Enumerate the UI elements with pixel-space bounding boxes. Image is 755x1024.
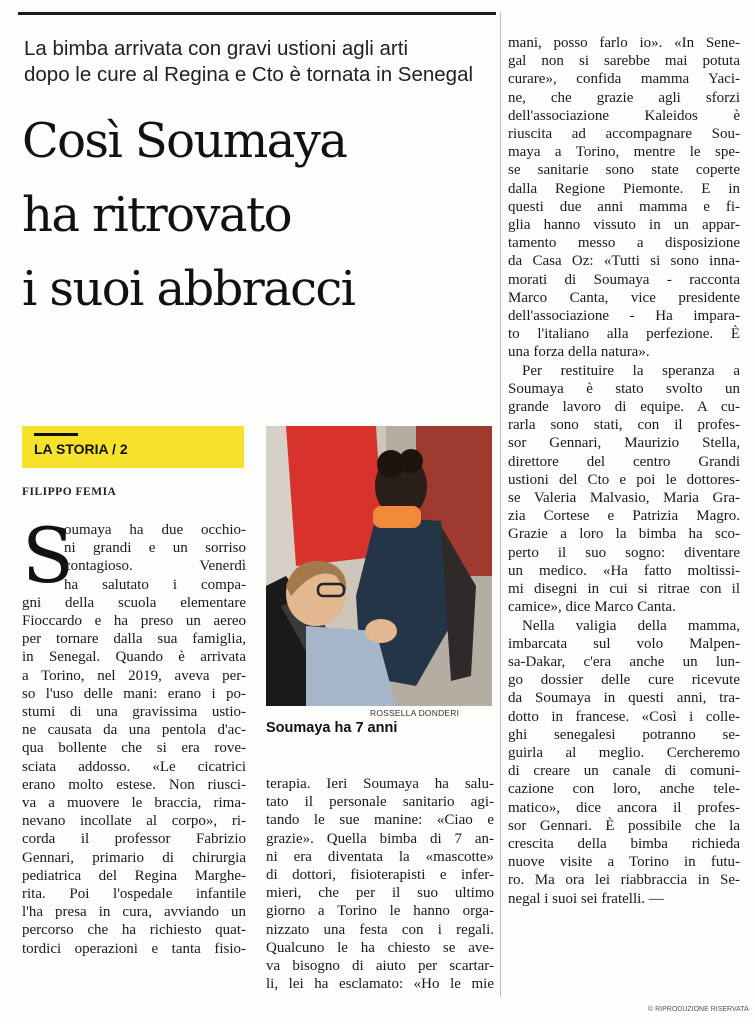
text-line: stumi di una gravissima ustio- <box>22 704 246 721</box>
text-line: se Valeria Malvasio, Maria Gra- <box>508 490 740 507</box>
text-line: tando le sue manine: «Ciao e <box>266 812 494 829</box>
text-line: direttore del centro Grandi <box>508 453 740 470</box>
byline: FILIPPO FEMIA <box>22 486 117 498</box>
text-line: Per restituire la speranza a <box>522 362 740 379</box>
text-line: perto il suo sogno: diventare <box>508 544 740 561</box>
text-line: pediatrica del Regina Marghe- <box>22 867 246 884</box>
text-line: dotto in francese. «Così i colle- <box>508 708 740 725</box>
headline-line: Così Soumaya <box>22 113 347 169</box>
tag-label: LA STORIA / 2 <box>34 441 128 457</box>
text-line: grazie». Quella bimba di 7 an- <box>266 830 494 847</box>
text-line: oumaya ha due occhio- <box>64 522 246 538</box>
text-line: in Senegal. Quando è arrivata <box>22 649 246 666</box>
text-line: da Casa Oz: «Tutti si sono inna- <box>508 253 740 270</box>
text-line: Marco Canta, vice presidente <box>508 289 740 306</box>
text-line: corda il professor Fabrizio <box>22 831 246 848</box>
text-line: dell'associazione - Ha impara- <box>508 308 740 325</box>
text-line: giorno a Torino le hanno orga- <box>266 903 494 920</box>
text-line: rita. Poi l'ospedale infantile <box>22 886 246 903</box>
text-line: rarla sono stati, con il profes- <box>508 417 740 434</box>
text-line: percorso che ha richiesto quat- <box>22 922 246 939</box>
text-line: Soumaya è stato svolto un <box>508 380 740 397</box>
text-line: va a muovere le braccia, rima- <box>22 795 246 812</box>
photo-credit: ROSSELLA DONDERI <box>370 708 460 718</box>
photo-caption: Soumaya ha 7 anni <box>266 720 398 736</box>
text-line: per tornare dalla sua famiglia, <box>22 631 246 648</box>
text-line: ghi senegalesi potranno se- <box>508 726 740 743</box>
text-line: gni della scuola elementare <box>22 594 246 611</box>
text-line: una forza della natura». <box>508 344 650 361</box>
text-line: sor Gennari. È possibile che la <box>508 817 740 834</box>
text-line: morati di Soumaya - racconta <box>508 271 740 288</box>
text-line: ni grandi e un sorriso <box>64 540 246 557</box>
text-line: sor Gennari, Maurizio Stella, <box>508 435 740 452</box>
text-line: Qualcuno le ha chiesto se ave- <box>266 939 494 956</box>
text-line: terapia. Ieri Soumaya ha salu- <box>266 776 494 792</box>
text-line: glia hanno vissuto in un appar- <box>508 217 740 234</box>
text-line: ne, che grazie agli sforzi <box>508 89 740 106</box>
text-line: a Torino, nel 2019, aveva per- <box>22 667 246 684</box>
text-line: gal non si sarebbe mai potuta <box>508 53 740 70</box>
text-line: da Soumaya in questi anni, tra- <box>508 690 740 707</box>
kicker-line: La bimba arrivata con gravi ustioni agli arti <box>24 37 408 60</box>
text-line: tamento messo a disposizione <box>508 235 740 252</box>
text-line: di creare un canale di comuni- <box>508 763 740 780</box>
text-line: questi due anni mamma e fi- <box>508 198 740 215</box>
text-line: va bisogno di aiuto per scartar- <box>266 958 494 975</box>
text-line: riuscita ad accompagnare Sou- <box>508 126 740 143</box>
drop-cap: S <box>22 511 75 600</box>
text-line: li, lei ha esclamato: «Ho le mie <box>266 976 494 993</box>
text-line: ne causata da una pentola d'ac- <box>22 722 246 739</box>
headline <box>22 104 500 326</box>
headline-line: i suoi abbracci <box>22 261 355 317</box>
text-line: so l'uso delle mani: erano i po- <box>22 685 246 702</box>
text-line: crescita della bimba richieda <box>508 835 740 852</box>
text-line: erano molto estese. Non riusci- <box>22 776 246 793</box>
text-line: dell'associazione Kaleidos è <box>508 107 740 124</box>
text-line: ha salutato i compa- <box>64 576 246 593</box>
text-line: to l'italiano alla perfezione. È <box>508 326 740 343</box>
column-divider <box>500 12 501 997</box>
text-line: zia Cortese e Patrizia Magro. <box>508 508 740 525</box>
headline-line: ha ritrovato <box>22 187 291 243</box>
text-line: Gennari, primario di chirurgia <box>22 849 246 866</box>
text-line: ro. Ma ora lei riabbraccia in Se- <box>508 872 740 889</box>
text-line: ustioni del Cto e poi le dottores- <box>508 471 740 488</box>
text-line: l'ha presa in cura, avviando un <box>22 904 246 921</box>
text-line: guirla al meglio. Cercheremo <box>508 744 740 761</box>
text-line: contagioso. Venerdì <box>64 558 246 575</box>
text-line: cazione con loro, anche tele- <box>508 781 740 798</box>
text-line: imbarcata sul volo Malpen- <box>508 635 740 652</box>
text-line: nizzato una festa con i regali. <box>266 921 494 938</box>
text-line: di dottori, fisioterapisti e infer- <box>266 867 494 884</box>
text-line: nevano incollate al corpo», ri- <box>22 813 246 830</box>
kicker <box>24 36 494 88</box>
text-line: maya a Torino, mentre le spe- <box>508 144 740 161</box>
text-line: Fioccardo e ha preso un aereo <box>22 613 246 630</box>
copyright-notice: © RIPRODUZIONE RISERVATA <box>648 1006 749 1013</box>
text-line: Nella valigia della mamma, <box>522 617 740 634</box>
text-line: sciata addosso. «Le cicatrici <box>22 758 246 775</box>
text-line: nuove visite a Torino in futu- <box>508 854 740 871</box>
text-line: camice», dice Marco Canta. <box>508 599 676 616</box>
text-line: mieri, che per il suo ultimo <box>266 885 494 902</box>
text-line: sa-Dakar, c'era anche un lun- <box>508 653 740 670</box>
text-line: dalla Regione Piemonte. E in <box>508 180 740 197</box>
text-line: un medico. «Ha fatto moltissi- <box>508 562 740 579</box>
tag-bar <box>34 433 78 436</box>
text-line: go dossier delle cure ricevute <box>508 672 740 689</box>
text-line: tato il personale sanitario agi- <box>266 794 494 811</box>
text-line: grande lavoro di equipe. A cu- <box>508 399 740 416</box>
text-line: curare», confida mamma Yaci- <box>508 71 740 88</box>
section-tag <box>22 426 244 468</box>
kicker-line: dopo le cure al Regina e Cto è tornata in Senegal <box>24 63 474 86</box>
text-line: qua bollente che si era rove- <box>22 740 246 757</box>
text-line: tordici operazioni e tanta fisio- <box>22 940 246 957</box>
text-line: mi disegni in cui si ritrae con il <box>508 581 740 598</box>
text-line: matico», dice ancora il profes- <box>508 799 740 816</box>
text-line: Grazie a loro la bimba ha sco- <box>508 526 740 543</box>
text-line: mani, posso farlo io». «In Sene- <box>508 35 740 51</box>
article-photo <box>266 426 492 706</box>
article-column-1 <box>22 521 246 958</box>
text-line: se sanitarie sono state coperte <box>508 162 740 179</box>
article-column-2 <box>266 775 494 993</box>
article-column-3 <box>508 34 740 908</box>
top-rule <box>18 12 496 15</box>
text-line: negal i suoi sei fratelli. — <box>508 890 664 907</box>
text-line: ni era diventata la «mascotte» <box>266 848 494 865</box>
